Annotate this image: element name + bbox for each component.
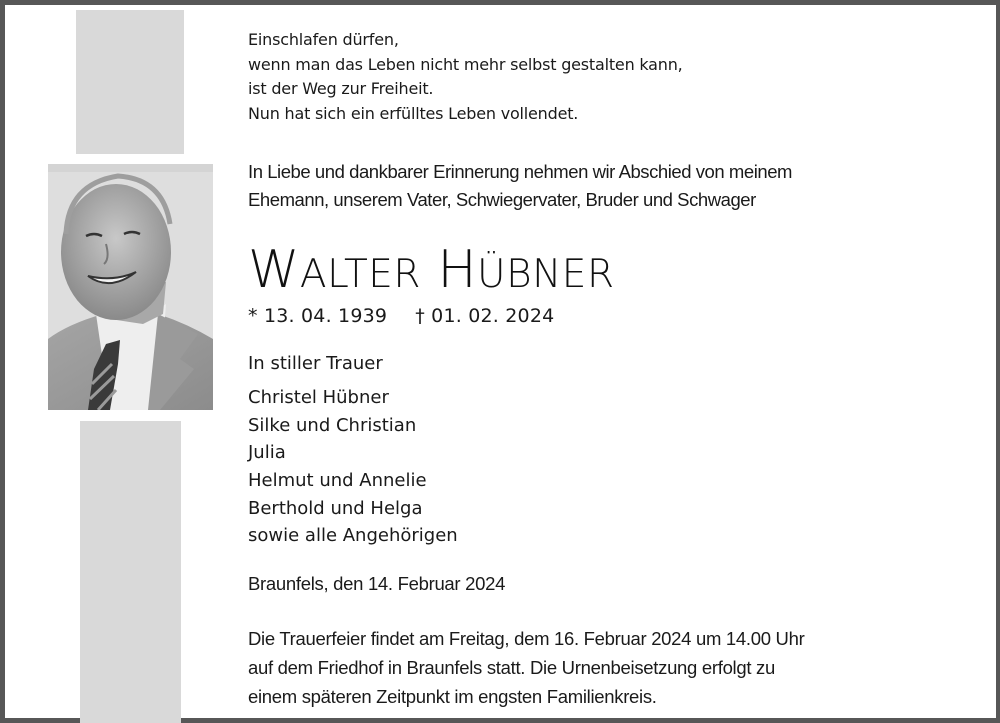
decorative-bar-top bbox=[76, 10, 184, 154]
birth-date: * 13. 04. 1939 bbox=[248, 305, 388, 327]
death-date: † 01. 02. 2024 bbox=[415, 305, 555, 327]
mourner-name: Berthold und Helga bbox=[248, 497, 423, 519]
mourner-name: Helmut und Annelie bbox=[248, 470, 427, 492]
intro-line: Ehemann, unserem Vater, Schwiegervater, Bruder und Schwager bbox=[248, 189, 756, 210]
first-name-initial: W bbox=[248, 240, 300, 300]
farewell-intro bbox=[248, 158, 792, 214]
last-name-initial: H bbox=[437, 240, 478, 300]
poem-line: ist der Weg zur Freiheit. bbox=[248, 79, 434, 98]
mourners-label: In stiller Trauer bbox=[248, 353, 383, 374]
ceremony-line: Die Trauerfeier findet am Freitag, dem 16. Februar 2024 um 14.00 Uhr bbox=[248, 628, 805, 649]
ceremony-info bbox=[248, 624, 804, 711]
poem-line: Nun hat sich ein erfülltes Leben vollendet. bbox=[248, 103, 579, 123]
decorative-bar-bottom bbox=[80, 421, 181, 723]
ceremony-line: auf dem Friedhof in Braunfels statt. Die Urnenbeisetzung erfolgt zu bbox=[248, 657, 775, 678]
poem-line: Einschlafen dürfen, bbox=[248, 30, 399, 49]
poem-line: wenn man das Leben nicht mehr selbst gestalten kann, bbox=[248, 54, 683, 74]
last-name-rest: ÜBNER bbox=[477, 252, 615, 297]
first-name-rest: ALTER bbox=[299, 252, 422, 297]
portrait-illustration bbox=[48, 164, 213, 410]
mourners-list bbox=[248, 384, 458, 550]
portrait-photo bbox=[48, 164, 213, 410]
mourner-name: Silke und Christian bbox=[248, 414, 417, 436]
place-and-date: Braunfels, den 14. Februar 2024 bbox=[248, 573, 506, 594]
mourner-name: sowie alle Angehörigen bbox=[248, 525, 458, 547]
life-dates bbox=[248, 302, 554, 330]
poem bbox=[248, 28, 683, 126]
mourner-name: Julia bbox=[248, 442, 286, 464]
intro-line: In Liebe und dankbarer Erinnerung nehmen wir Abschied von meinem bbox=[248, 161, 793, 182]
ceremony-line: einem späteren Zeitpunkt im engsten Familienkreis. bbox=[248, 686, 657, 707]
mourner-name: Christel Hübner bbox=[248, 387, 389, 408]
deceased-name bbox=[248, 242, 615, 303]
